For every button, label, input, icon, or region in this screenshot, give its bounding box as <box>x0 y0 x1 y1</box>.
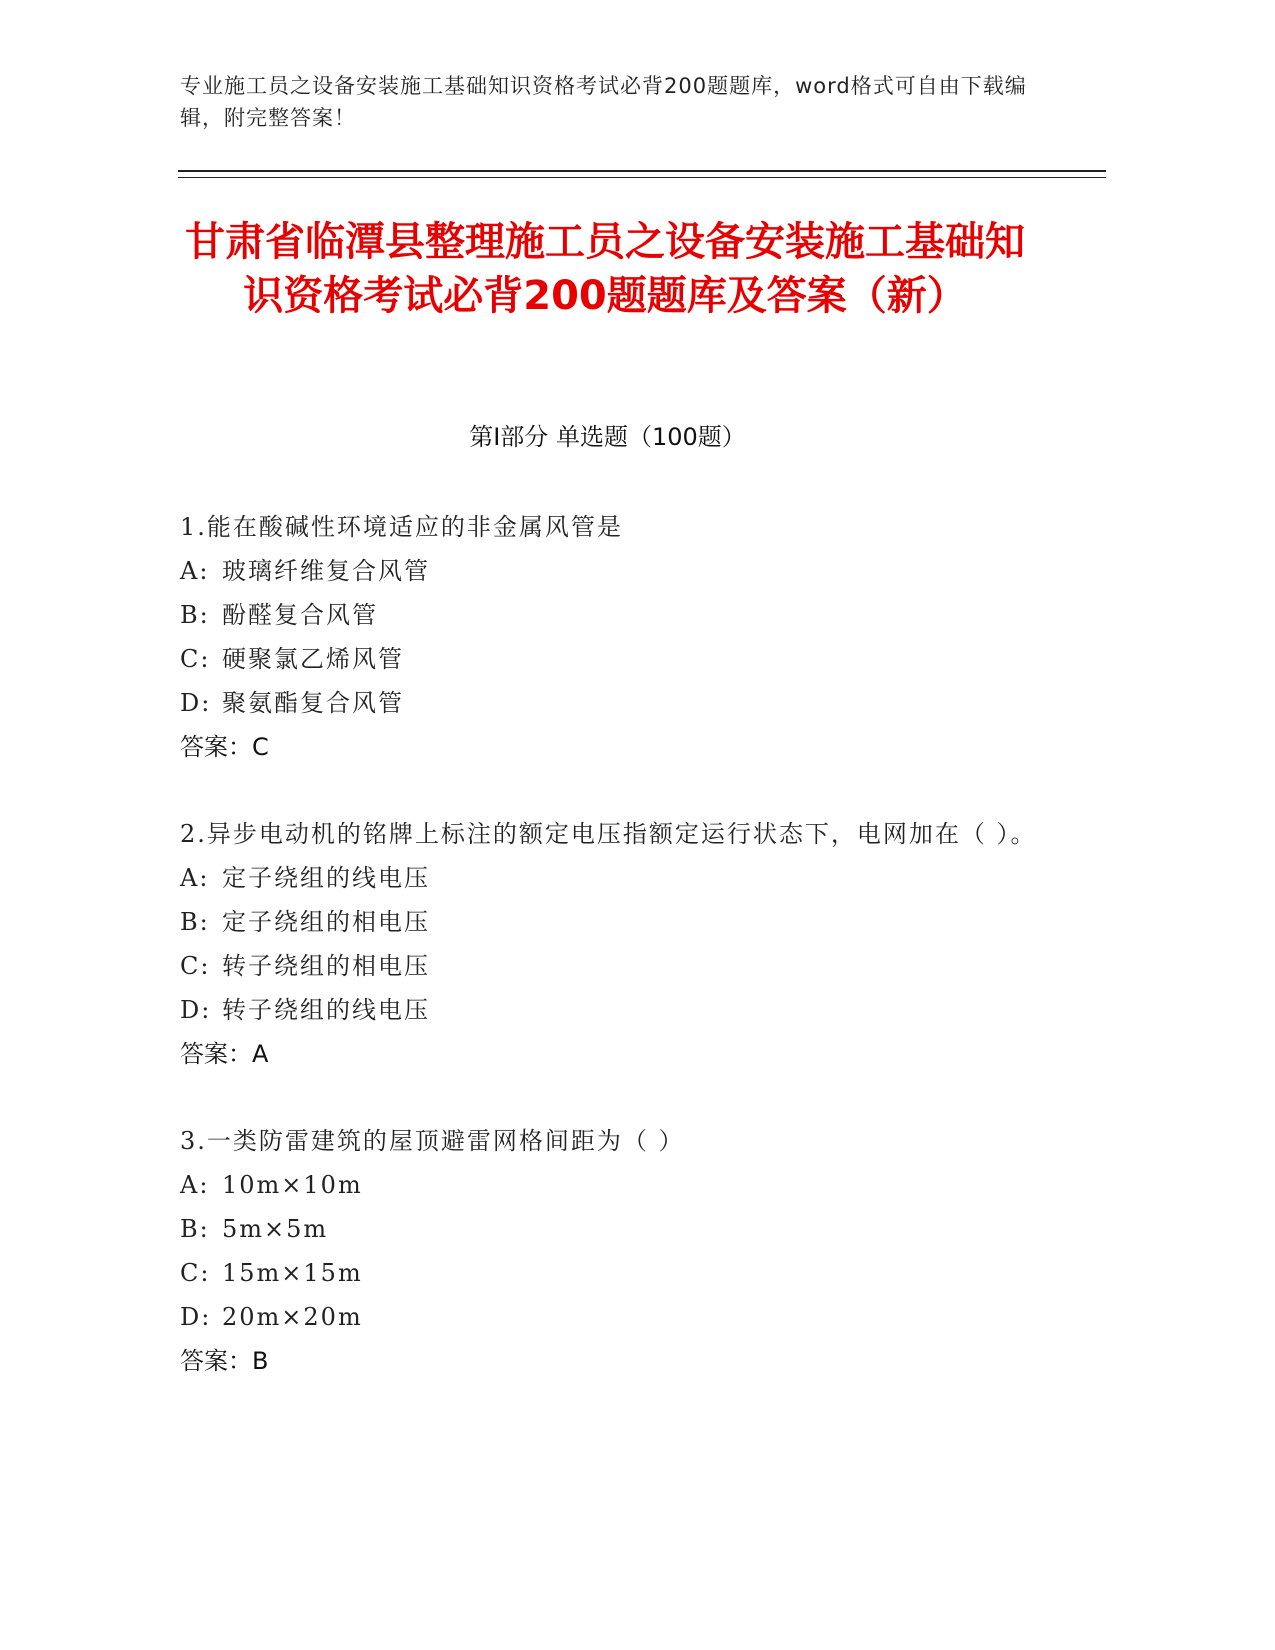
header-divider-thick <box>178 170 1106 172</box>
question-1 <box>180 505 1040 769</box>
option-text: 玻璃纤维复合风管 <box>222 557 430 585</box>
option-text: 酚醛复合风管 <box>222 601 378 629</box>
option-text: 硬聚氯乙烯风管 <box>222 645 404 673</box>
answer-line: 答案：C <box>180 733 269 761</box>
option-a <box>180 856 1040 900</box>
option-text: 5m×5m <box>222 1215 329 1243</box>
option-text: 定子绕组的相电压 <box>222 908 430 936</box>
option-c <box>180 1251 1040 1295</box>
option-letter: B: <box>180 1215 210 1243</box>
option-letter: B: <box>180 908 210 936</box>
option-c <box>180 637 1040 681</box>
option-d <box>180 988 1040 1032</box>
header-note: 专业施工员之设备安装施工基础知识资格考试必背200题题库，word格式可自由下载编辑，附完整答案！ <box>180 74 1027 130</box>
option-text: 聚氨酯复合风管 <box>222 689 404 717</box>
question-stem: 2.异步电动机的铭牌上标注的额定电压指额定运行状态下，电网加在（ ）。 <box>180 820 1037 848</box>
option-text: 10m×10m <box>222 1171 363 1199</box>
option-c <box>180 944 1040 988</box>
option-b <box>180 593 1040 637</box>
option-d <box>180 681 1040 725</box>
question-3 <box>180 1119 1040 1383</box>
option-text: 20m×20m <box>222 1303 363 1331</box>
option-letter: A: <box>180 1171 210 1199</box>
question-2 <box>180 812 1040 1076</box>
option-letter: C: <box>180 645 211 673</box>
option-letter: C: <box>180 952 211 980</box>
option-text: 转子绕组的相电压 <box>222 952 430 980</box>
answer-line: 答案：B <box>180 1347 269 1375</box>
option-letter: D: <box>180 996 212 1024</box>
option-letter: B: <box>180 601 210 629</box>
section-title: 第Ⅰ部分 单选题（100题） <box>469 423 746 451</box>
question-list <box>180 505 1040 1426</box>
option-text: 转子绕组的线电压 <box>222 996 430 1024</box>
option-b <box>180 900 1040 944</box>
option-letter: D: <box>180 689 212 717</box>
option-letter: A: <box>180 864 210 892</box>
option-b <box>180 1207 1040 1251</box>
document-title: 甘肃省临潭县整理施工员之设备安装施工基础知识资格考试必背200题题库及答案（新） <box>185 219 1025 319</box>
option-a <box>180 549 1040 593</box>
header-divider-thin <box>178 177 1106 178</box>
option-d <box>180 1295 1040 1339</box>
option-text: 15m×15m <box>222 1259 363 1287</box>
option-a <box>180 1163 1040 1207</box>
option-letter: D: <box>180 1303 212 1331</box>
option-text: 定子绕组的线电压 <box>222 864 430 892</box>
question-stem: 1.能在酸碱性环境适应的非金属风管是 <box>180 513 623 541</box>
option-letter: C: <box>180 1259 211 1287</box>
question-stem: 3.一类防雷建筑的屋顶避雷网格间距为（ ） <box>180 1127 685 1155</box>
option-letter: A: <box>180 557 210 585</box>
answer-line: 答案：A <box>180 1040 269 1068</box>
